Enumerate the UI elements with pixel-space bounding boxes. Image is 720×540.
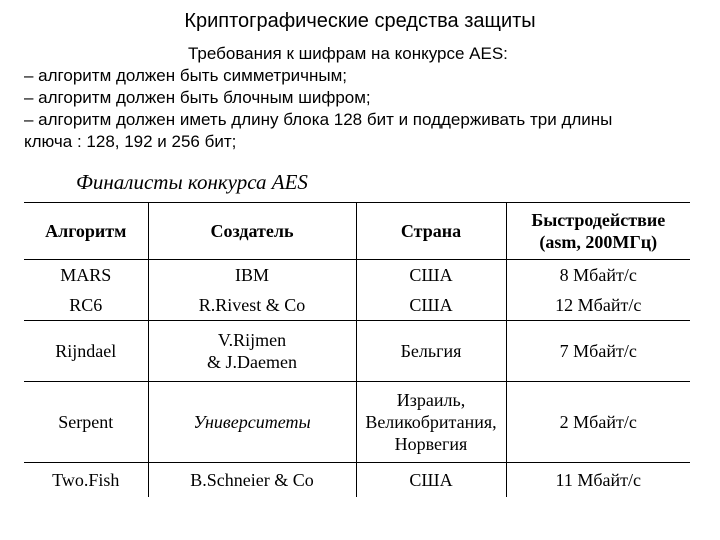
table-row [24,463,690,498]
cell-country-line: Великобритания, [365,412,497,432]
cell-algorithm: Serpent [24,382,148,463]
cell-creator [148,321,356,382]
slide-subtitle: Требования к шифрам на конкурсе AES: [188,44,508,63]
table-header-row [24,203,690,260]
table-row [24,382,690,463]
aes-finalists-table [24,202,690,497]
cell-algorithm: MARS [60,265,112,285]
cell-creator: Университеты [148,382,356,463]
table-caption: Финалисты конкурса AES [76,170,308,194]
requirement-line: – алгоритм должен быть блочным шифром; [24,88,371,107]
cell-country [356,382,506,463]
cell-creator: R.Rivest & Co [148,290,356,321]
slide-title: Криптографические средства защиты [184,10,536,32]
table-row [24,260,690,291]
cell-speed: 7 Мбайт/с [506,321,690,382]
header-speed [506,203,690,260]
header-creator: Создатель [148,203,356,260]
requirement-line: – алгоритм должен иметь длину блока 128 бит и поддерживать три длины [24,110,613,129]
cell-speed: 2 Мбайт/с [506,382,690,463]
cell-country: США [356,463,506,498]
cell-speed: 12 Мбайт/с [506,290,690,321]
requirement-line: ключа : 128, 192 и 256 бит; [24,132,237,151]
cell-country: США [356,290,506,321]
cell-creator: IBM [148,260,356,291]
cell-country: Бельгия [356,321,506,382]
cell-creator: B.Schneier & Co [148,463,356,498]
cell-creator-line: & J.Daemen [207,352,297,372]
cell-country: США [356,260,506,291]
requirement-line: – алгоритм должен быть симметричным; [24,66,348,85]
cell-speed: 11 Мбайт/с [506,463,690,498]
header-algorithm: Алгоритм [24,203,148,260]
cell-algorithm: Rijndael [24,321,148,382]
cell-creator-line: V.Rijmen [217,330,287,350]
table-row [24,290,690,321]
table-row [24,321,690,382]
header-country: Страна [356,203,506,260]
cell-algorithm: RC6 [24,290,148,321]
header-speed-line1: Быстродействие [531,210,666,230]
cell-speed: 8 Мбайт/с [506,260,690,291]
cell-country-line: Израиль, [396,390,466,410]
cell-algorithm: Two.Fish [52,470,120,490]
cell-country-line: Норвегия [394,434,468,454]
header-speed-line2: (asm, 200МГц) [539,232,658,252]
